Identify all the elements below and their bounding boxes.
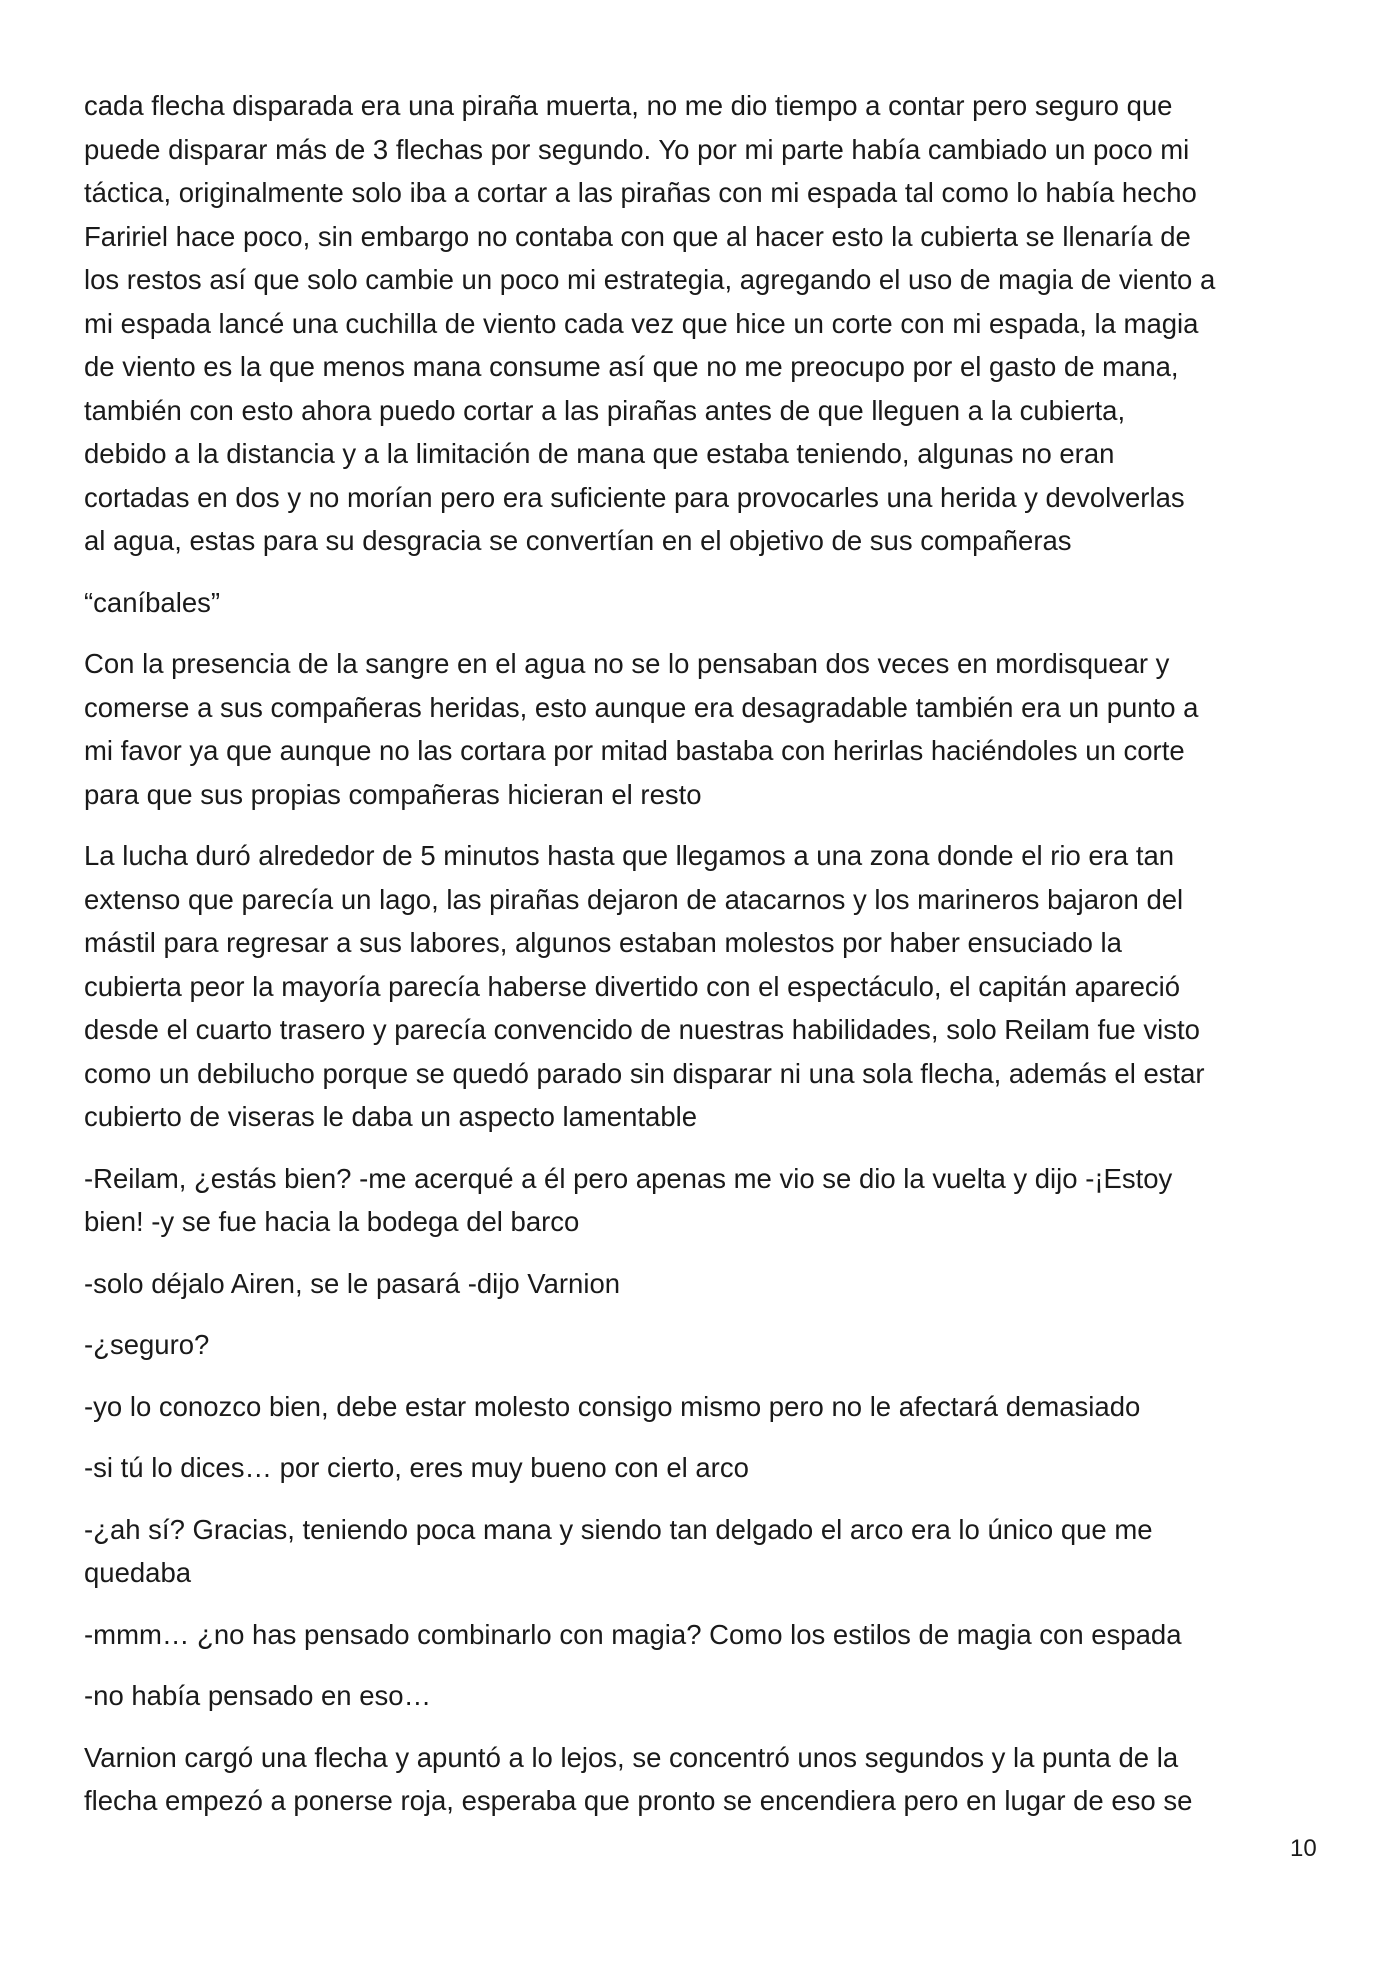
text-line: también con esto ahora puedo cortar a las pirañas antes de que lleguen a la cubierta, <box>84 394 1126 426</box>
paragraph <box>84 1446 1320 1490</box>
text-line: puede disparar más de 3 flechas por segundo. Yo por mi parte había cambiado un poco mi <box>84 133 1190 165</box>
body-text <box>84 84 1320 1841</box>
text-line: Varnion cargó una flecha y apuntó a lo lejos, se concentró unos segundos y la punta de la <box>84 1741 1179 1773</box>
paragraph <box>84 84 1320 563</box>
text-line: extenso que parecía un lago, las pirañas dejaron de atacarnos y los marineros bajaron del <box>84 883 1184 915</box>
text-line: -¿seguro? <box>84 1329 210 1360</box>
text-line: al agua, estas para su desgracia se convertían en el objetivo de sus compañeras <box>84 525 1072 556</box>
text-line: La lucha duró alrededor de 5 minutos hasta que llegamos a una zona donde el rio era tan <box>84 840 1175 871</box>
text-line: Con la presencia de la sangre en el agua no se lo pensaban dos veces en mordisquear y <box>84 648 1170 679</box>
text-line: los restos así que solo cambie un poco mi estrategia, agregando el uso de magia de viento a <box>84 264 1216 295</box>
text-line: desde el cuarto trasero y parecía convencido de nuestras habilidades, solo Reilam fue visto <box>84 1014 1200 1045</box>
text-line: como un debilucho porque se quedó parado sin disparar ni una sola flecha, además el estar <box>84 1057 1205 1089</box>
text-line: mi favor ya que aunque no las cortara por mitad bastaba con herirlas haciéndoles un corte <box>84 735 1185 766</box>
text-line: para que sus propias compañeras hicieran el resto <box>84 778 702 810</box>
text-line: bien! -y se fue hacia la bodega del barco <box>84 1206 580 1237</box>
paragraph <box>84 1323 1320 1367</box>
text-line: táctica, originalmente solo iba a cortar a las pirañas con mi espada tal como lo había hecho <box>84 177 1197 208</box>
paragraph <box>84 834 1320 1139</box>
text-line: cubierta peor la mayoría parecía haberse divertido con el espectáculo, el capitán apareció <box>84 970 1181 1002</box>
paragraph <box>84 581 1320 625</box>
paragraph <box>84 1736 1320 1823</box>
paragraph <box>84 1613 1320 1657</box>
text-line: -no había pensado en eso… <box>84 1680 432 1711</box>
text-line: comerse a sus compañeras heridas, esto aunque era desagradable también era un punto a <box>84 691 1199 723</box>
paragraph <box>84 1508 1320 1595</box>
paragraph <box>84 1674 1320 1718</box>
text-line: -solo déjalo Airen, se le pasará -dijo Varnion <box>84 1267 621 1299</box>
paragraph <box>84 1157 1320 1244</box>
text-line: Faririel hace poco, sin embargo no contaba con que al hacer esto la cubierta se llenaría de <box>84 220 1191 252</box>
text-line: -¿ah sí? Gracias, teniendo poca mana y siendo tan delgado el arco era lo único que me <box>84 1513 1153 1545</box>
text-line: -si tú lo dices… por cierto, eres muy bueno con el arco <box>84 1452 749 1483</box>
paragraph <box>84 1262 1320 1306</box>
paragraph <box>84 642 1320 816</box>
text-line: debido a la distancia y a la limitación de mana que estaba teniendo, algunas no eran <box>84 438 1115 469</box>
text-line: quedaba <box>84 1557 192 1588</box>
text-line: cada flecha disparada era una piraña muerta, no me dio tiempo a contar pero seguro que <box>84 90 1173 121</box>
text-line: flecha empezó a ponerse roja, esperaba que pronto se encendiera pero en lugar de eso se <box>84 1785 1193 1816</box>
text-line: de viento es la que menos mana consume así que no me preocupo por el gasto de mana, <box>84 351 1179 382</box>
text-line: cortadas en dos y no morían pero era suficiente para provocarles una herida y devolverlas <box>84 481 1185 513</box>
text-line: “caníbales” <box>84 586 221 618</box>
paragraph <box>84 1385 1320 1429</box>
text-line: -yo lo conozco bien, debe estar molesto consigo mismo pero no le afectará demasiado <box>84 1390 1141 1422</box>
text-line: mi espada lancé una cuchilla de viento cada vez que hice un corte con mi espada, la magia <box>84 307 1199 339</box>
page-number: 10 <box>1290 1835 1317 1862</box>
text-line: -Reilam, ¿estás bien? -me acerqué a él pero apenas me vio se dio la vuelta y dijo -¡Estoy <box>84 1162 1173 1194</box>
text-line: -mmm… ¿no has pensado combinarlo con magia? Como los estilos de magia con espada <box>84 1618 1182 1650</box>
text-line: mástil para regresar a sus labores, algunos estaban molestos por haber ensuciado la <box>84 927 1122 958</box>
text-line: cubierto de viseras le daba un aspecto lamentable <box>84 1101 698 1132</box>
